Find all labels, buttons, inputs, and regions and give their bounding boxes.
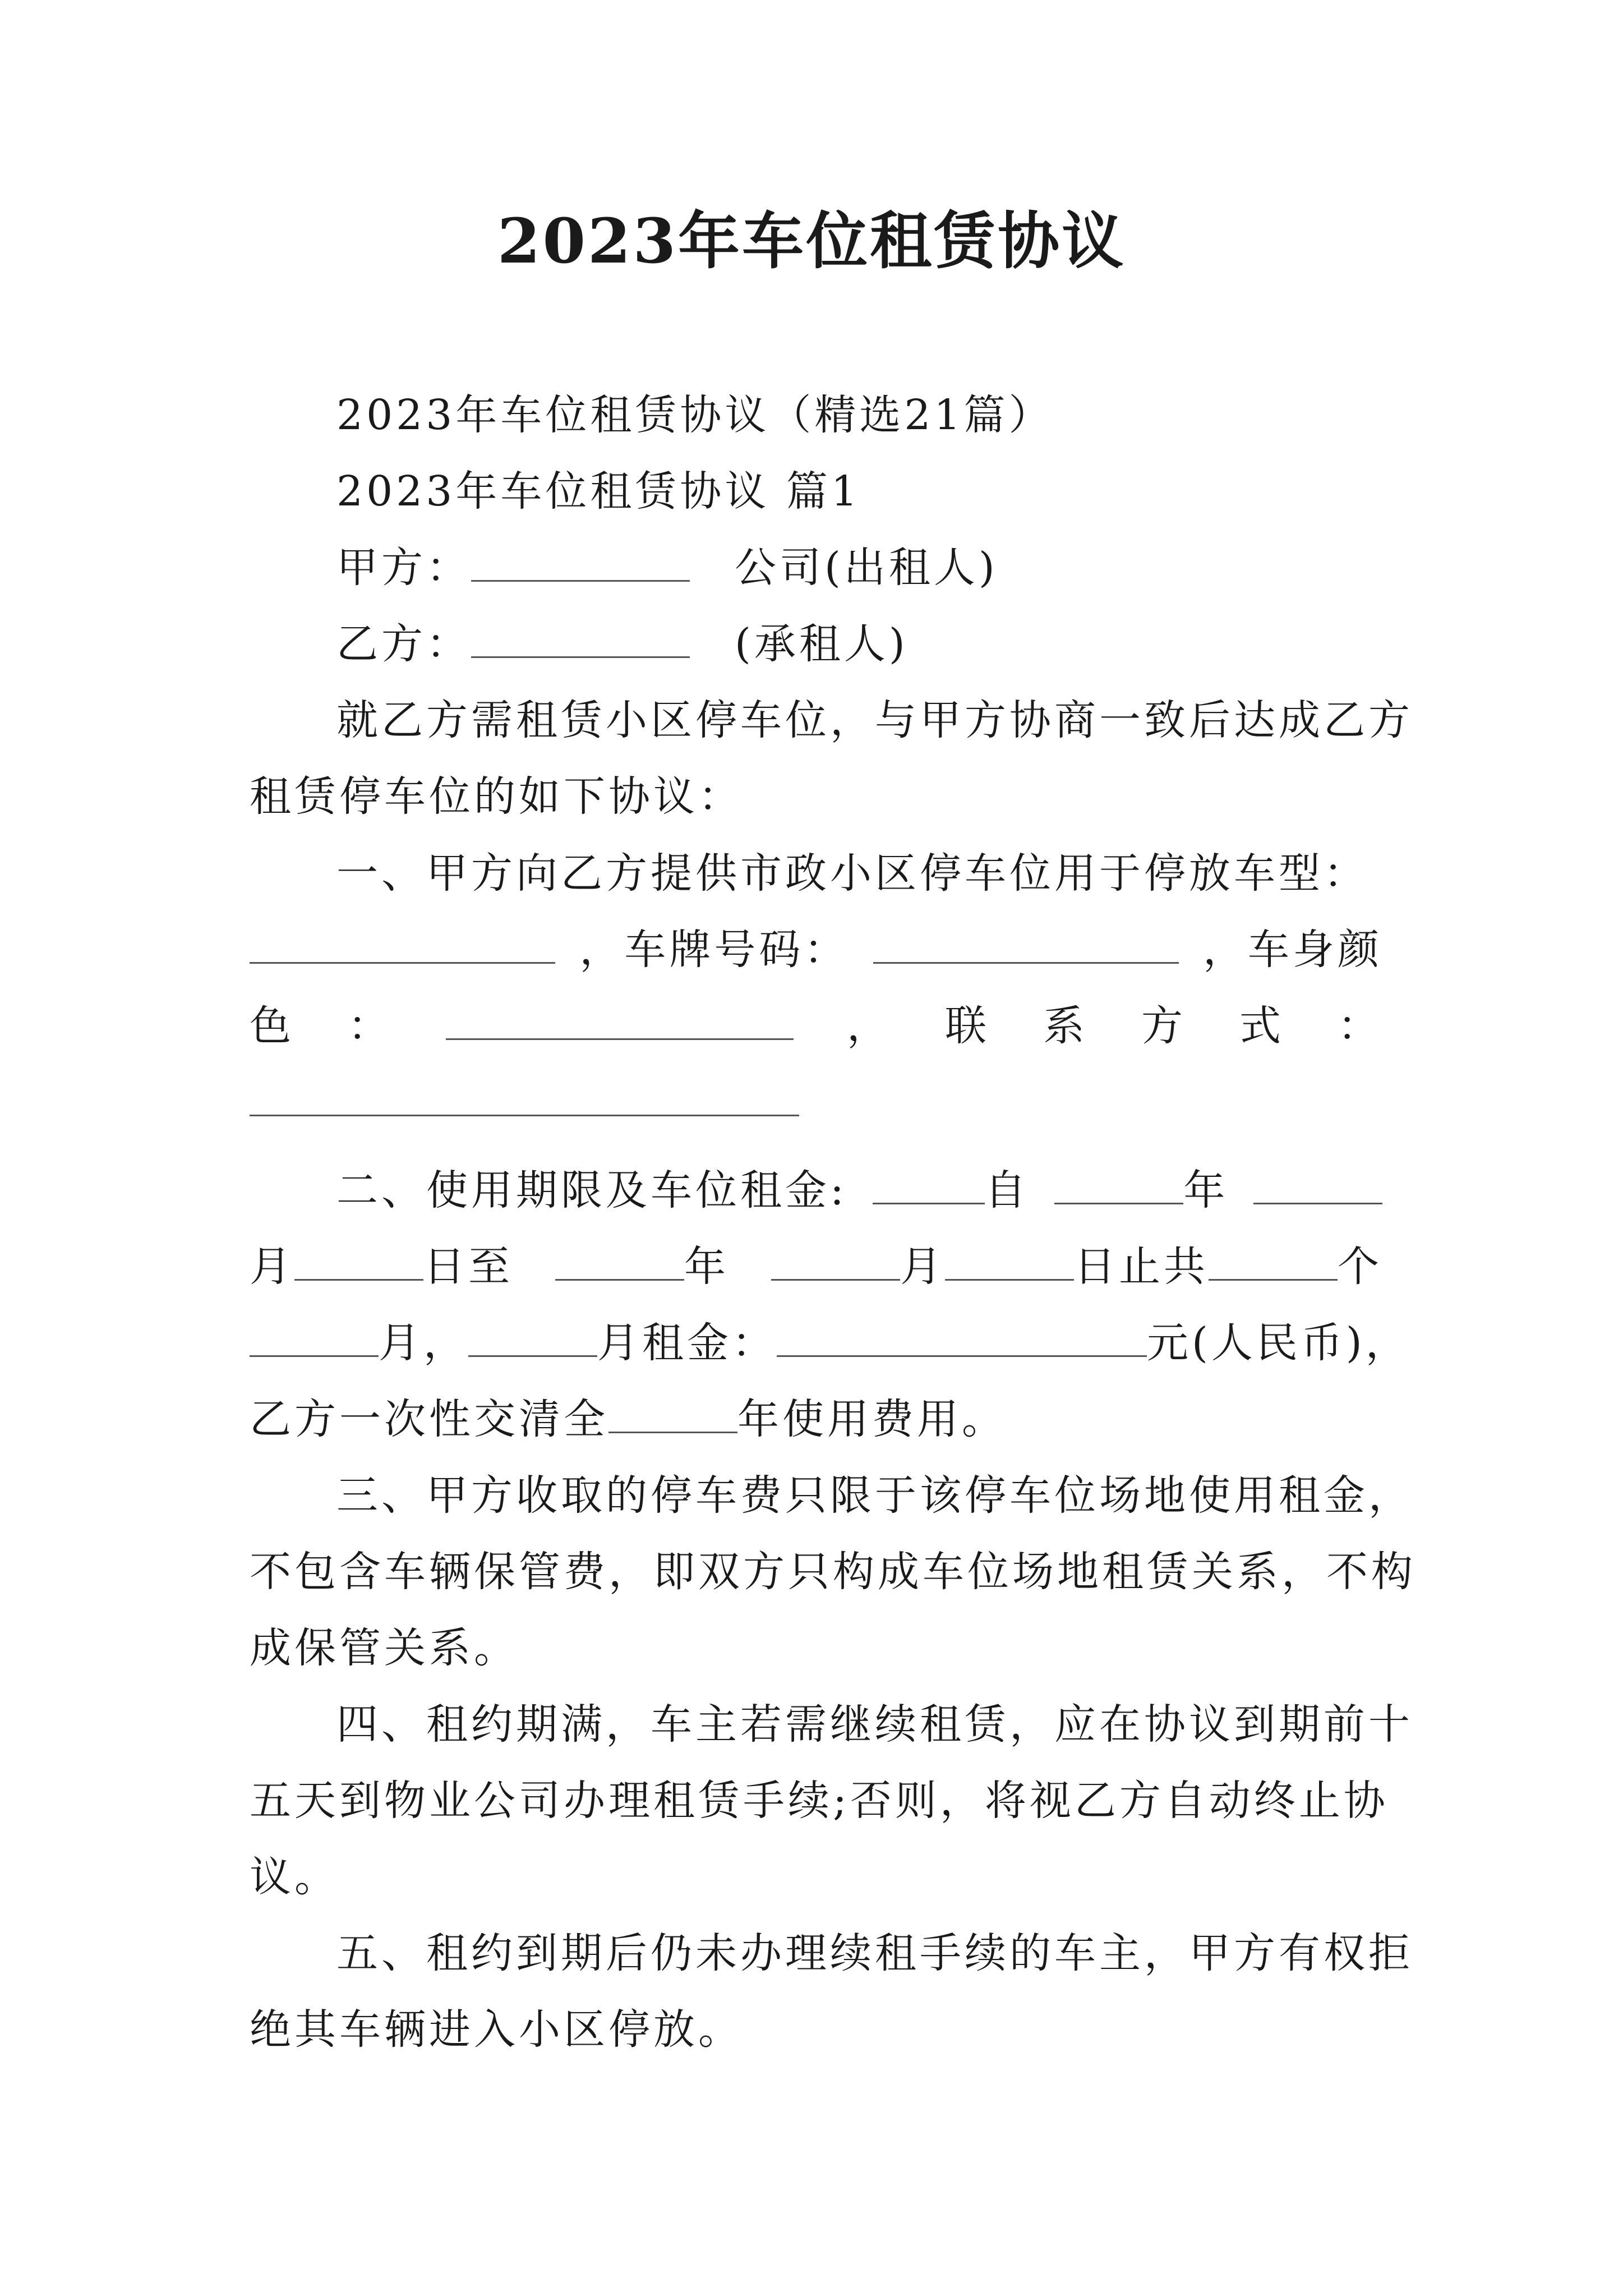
month-char: 月 [250, 1243, 294, 1291]
start-month-blank [1253, 1168, 1382, 1204]
contact-blank [250, 1080, 799, 1116]
start-year-blank [1054, 1168, 1183, 1204]
contact-char-4: 式 [1239, 1002, 1284, 1050]
clause2-line-4 [250, 1391, 1382, 1447]
party-a-line [336, 540, 1382, 596]
years-blank [608, 1397, 737, 1433]
from-blank [873, 1168, 985, 1204]
day-end-total: 日止共 [1074, 1243, 1209, 1291]
clause5-line-2: 绝其车辆进入小区停放。 [250, 2005, 743, 2054]
clause2-line-1 [336, 1162, 1382, 1218]
clause4-line-1: 四、租约期满，车主若需继续租赁，应在协议到期前十 [336, 1700, 1413, 1749]
clause4-line-2: 五天到物业公司办理租赁手续;否则，将视乙方自动终止协 [250, 1777, 1389, 1825]
clause1-line-4 [250, 1074, 1382, 1130]
contact-char-3: 方 [1141, 1002, 1186, 1050]
plate-label: ，车牌号码： [579, 926, 849, 974]
party-b-label: 乙方： [336, 620, 471, 668]
months-blank [250, 1320, 379, 1357]
clause1-line-3 [250, 998, 1382, 1054]
rent-amount-blank [777, 1320, 1147, 1357]
clause1-line-2 [250, 922, 1382, 978]
clause3-line-1: 三、甲方收取的停车费只限于该停车位场地使用租金， [336, 1471, 1413, 1520]
start-day-blank [294, 1244, 423, 1281]
end-day-blank [945, 1244, 1074, 1281]
clause5-line-1: 五、租约到期后仍未办理续租手续的车主，甲方有权拒 [336, 1929, 1413, 1977]
end-month-blank [771, 1244, 900, 1281]
intro-line-2: 租赁停车位的如下协议： [250, 772, 743, 821]
party-b-suffix: (承租人) [735, 620, 909, 668]
contact-char-1: 联 [945, 1002, 990, 1050]
currency-label: 元(人民币)， [1147, 1319, 1410, 1367]
from-char: 自 [984, 1166, 1030, 1214]
month-char-2: 月 [900, 1243, 945, 1291]
clause2-line4-suffix: 年使用费用。 [737, 1395, 1007, 1443]
clause1-line-1: 一、甲方向乙方提供市政小区停车位用于停放车型： [336, 849, 1368, 898]
clause3-line-2: 不包含车辆保管费，即双方只构成车位场地租赁关系，不构 [250, 1548, 1416, 1596]
body-color-label: ，车身颜 [1202, 926, 1382, 974]
body-color-blank [446, 1004, 794, 1040]
rent-months-blank [468, 1320, 597, 1357]
vehicle-model-blank [250, 927, 555, 964]
day-to: 日至 [423, 1243, 513, 1291]
clause2-line-3 [250, 1315, 1410, 1371]
year-char: 年 [1183, 1166, 1229, 1214]
subtitle: 2023年车位租赁协议（精选21篇） [336, 391, 1054, 439]
clause4-line-3: 议。 [250, 1853, 339, 1901]
clause2-label: 二、使用期限及车位租金: [336, 1166, 847, 1214]
contact-char-2: 系 [1043, 1002, 1088, 1050]
color-colon: ： [348, 1002, 393, 1050]
clause2-line-2 [250, 1239, 1382, 1295]
intro-line-1: 就乙方需租赁小区停车位，与甲方协商一致后达成乙方 [336, 696, 1413, 744]
clause2-line4-prefix: 乙方一次性交清全 [250, 1395, 608, 1443]
party-a-suffix: 公司(出租人) [735, 544, 998, 592]
end-year-blank [555, 1244, 684, 1281]
monthly-rent-label: 月租金： [597, 1319, 777, 1367]
document-title: 2023年车位租赁协议 [497, 205, 1126, 277]
color-comma: ， [847, 1002, 892, 1050]
unit-ge: 个 [1338, 1243, 1382, 1291]
color-char: 色 [250, 1002, 294, 1050]
party-a-label: 甲方： [336, 544, 471, 592]
party-b-blank [471, 622, 690, 658]
party-b-line [336, 616, 1382, 672]
clause3-line-3: 成保管关系。 [250, 1624, 519, 1672]
month-comma: 月， [379, 1319, 468, 1367]
party-a-blank [471, 545, 690, 582]
year-char-2: 年 [684, 1243, 729, 1291]
plate-number-blank [873, 927, 1179, 964]
section-heading: 2023年车位租赁协议 篇1 [336, 467, 861, 516]
contact-colon: ： [1338, 1002, 1382, 1050]
total-months-blank [1209, 1244, 1338, 1281]
